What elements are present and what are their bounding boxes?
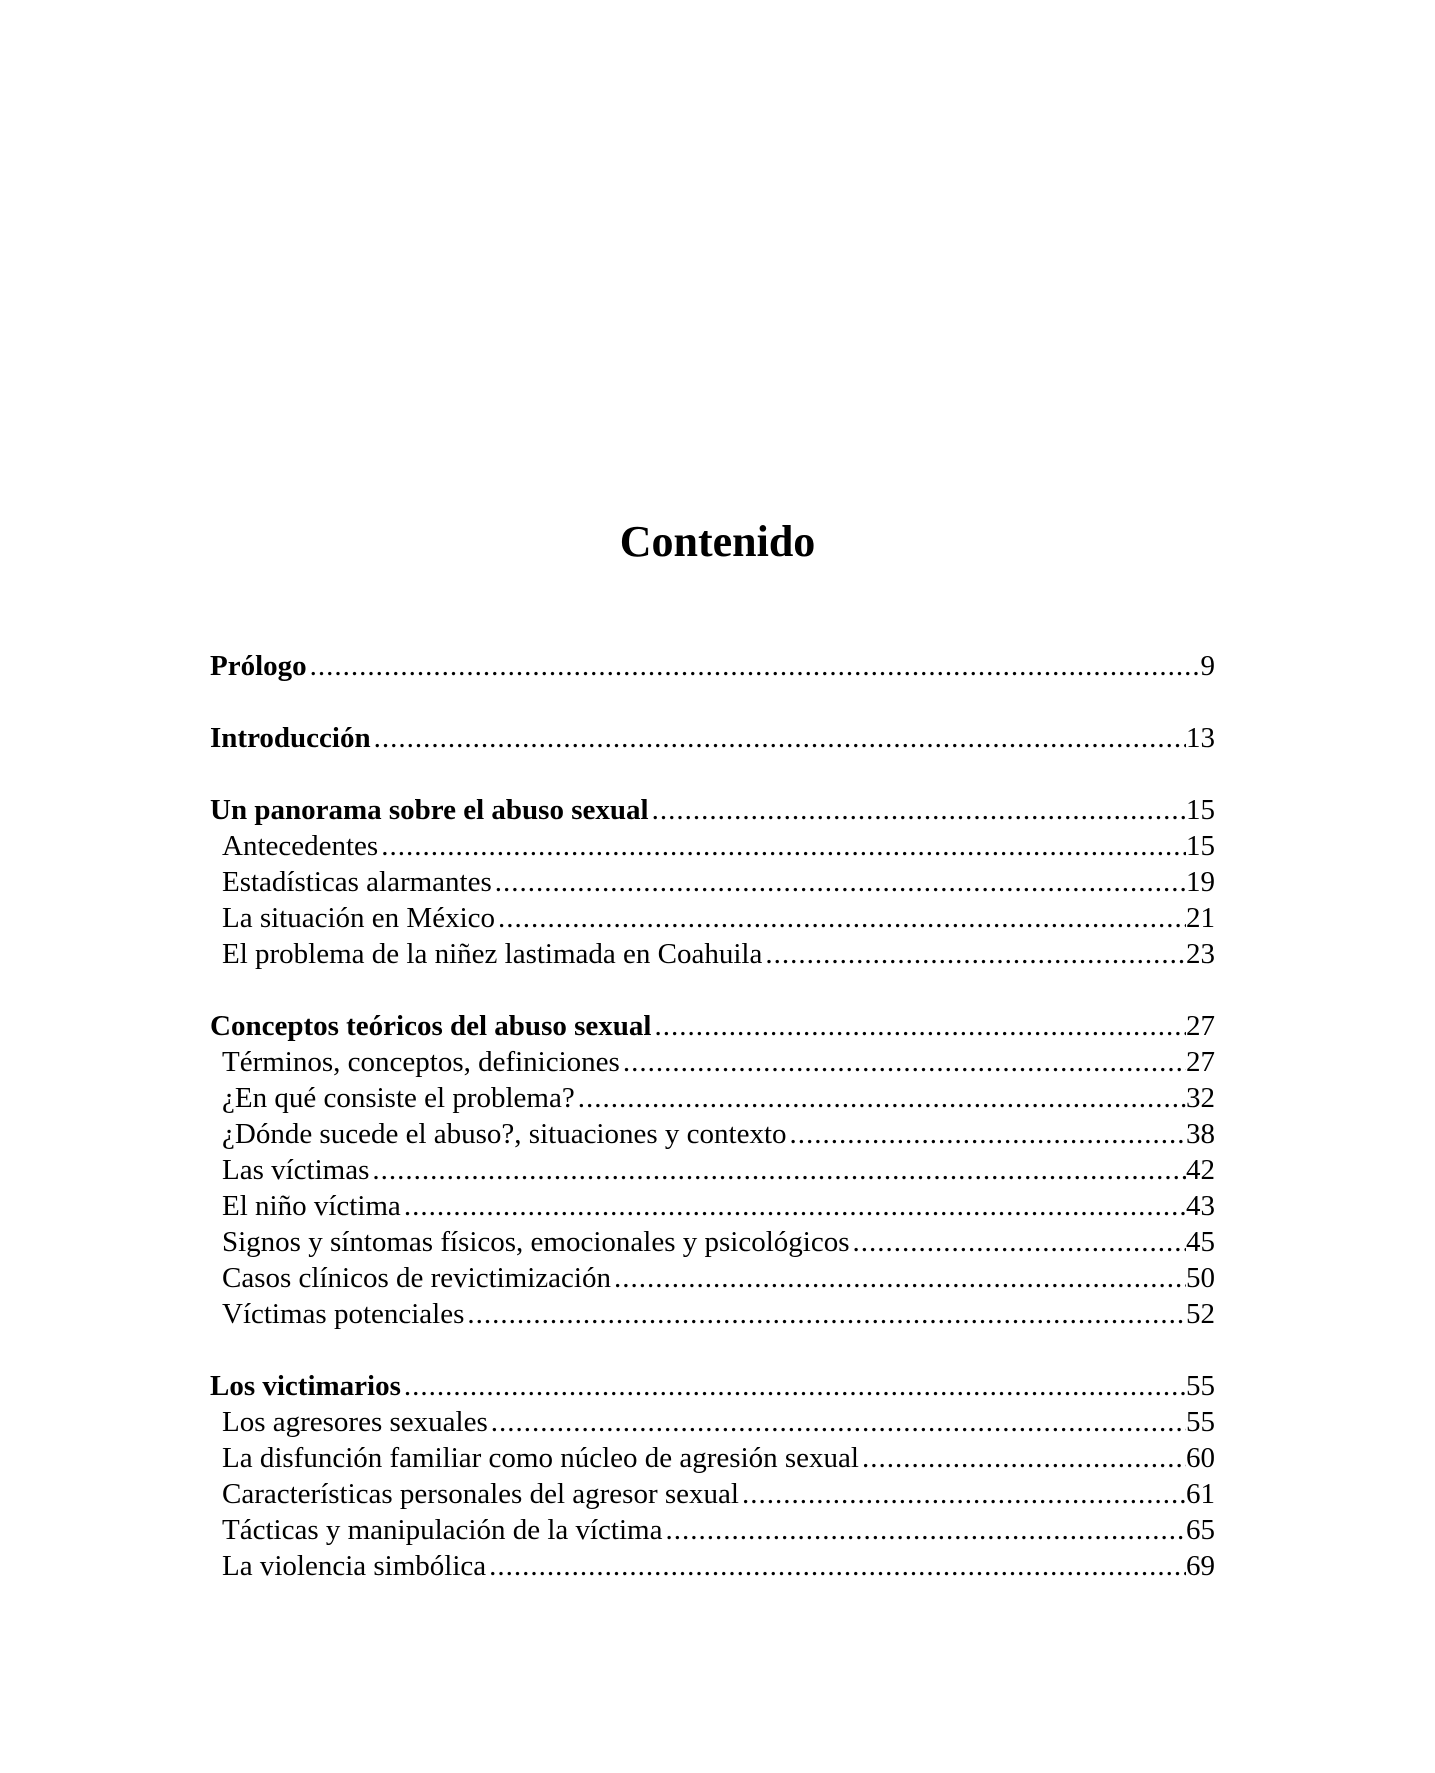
toc-page-number: 23 [1186, 938, 1215, 970]
toc-entry-label: La disfunción familiar como núcleo de agresión sexual [222, 1442, 859, 1474]
dot-leader [859, 1440, 1186, 1476]
toc-entry [210, 1404, 1215, 1440]
toc-entry [210, 828, 1215, 864]
toc-entry-label: Casos clínicos de revictimización [222, 1262, 611, 1294]
dot-leader [787, 1116, 1186, 1152]
toc-page-number: 50 [1186, 1262, 1215, 1294]
toc-entry [210, 1260, 1215, 1296]
toc-page-number: 55 [1186, 1406, 1215, 1438]
toc-entry [210, 1152, 1215, 1188]
dot-leader [611, 1260, 1186, 1296]
toc-entry [210, 864, 1215, 900]
toc-page-number: 21 [1186, 902, 1215, 934]
toc-heading-label: Los victimarios [210, 1370, 401, 1402]
toc-heading-entry [210, 720, 1215, 756]
toc-entry [210, 1440, 1215, 1476]
table-of-contents [210, 648, 1215, 1620]
toc-page-number: 13 [1186, 722, 1215, 754]
toc-page-number: 61 [1186, 1478, 1215, 1510]
toc-entry [210, 1548, 1215, 1584]
dot-leader [620, 1044, 1186, 1080]
toc-entry-label: La violencia simbólica [222, 1550, 487, 1582]
toc-entry [210, 900, 1215, 936]
dot-leader [371, 720, 1186, 756]
toc-page-number: 27 [1186, 1046, 1215, 1078]
toc-page-number: 15 [1186, 794, 1215, 826]
toc-page-number: 38 [1186, 1118, 1215, 1150]
toc-entry-label: La situación en México [222, 902, 495, 934]
toc-entry-label: Tácticas y manipulación de la víctima [222, 1514, 663, 1546]
dot-leader [739, 1476, 1186, 1512]
toc-entry-label: ¿En qué consiste el problema? [222, 1082, 575, 1114]
dot-leader [492, 864, 1186, 900]
dot-leader [369, 1152, 1186, 1188]
toc-entry [210, 1044, 1215, 1080]
dot-leader [464, 1296, 1186, 1332]
dot-leader [486, 1548, 1186, 1584]
toc-entry [210, 1188, 1215, 1224]
dot-leader [849, 1224, 1186, 1260]
dot-leader [401, 1368, 1186, 1404]
toc-entry-label: El problema de la niñez lastimada en Coahuila [222, 938, 763, 970]
page-title: Contenido [619, 517, 816, 566]
toc-entry-label: Antecedentes [222, 830, 379, 862]
toc-page-number: 15 [1186, 830, 1215, 862]
dot-leader [401, 1188, 1186, 1224]
dot-leader [649, 792, 1186, 828]
toc-section [210, 648, 1215, 684]
toc-entry-label: Estadísticas alarmantes [222, 866, 492, 898]
toc-heading-entry [210, 1008, 1215, 1044]
toc-entry [210, 936, 1215, 972]
toc-page-number: 19 [1186, 866, 1215, 898]
toc-page-number: 60 [1186, 1442, 1215, 1474]
dot-leader [495, 900, 1186, 936]
toc-heading-entry [210, 792, 1215, 828]
toc-entry-label: ¿Dónde sucede el abuso?, situaciones y contexto [222, 1118, 787, 1150]
toc-section [210, 1008, 1215, 1332]
toc-heading-entry [210, 1368, 1215, 1404]
toc-entry [210, 1512, 1215, 1548]
toc-page-number: 69 [1186, 1550, 1215, 1582]
toc-entry-label: Términos, conceptos, definiciones [222, 1046, 620, 1078]
toc-heading-entry [210, 648, 1215, 684]
toc-entry-label: Los agresores sexuales [222, 1406, 488, 1438]
toc-heading-label: Un panorama sobre el abuso sexual [210, 794, 649, 826]
dot-leader [378, 828, 1186, 864]
toc-entry [210, 1080, 1215, 1116]
toc-section [210, 792, 1215, 972]
toc-entry [210, 1224, 1215, 1260]
toc-heading-label: Introducción [210, 722, 371, 754]
toc-page-number: 65 [1186, 1514, 1215, 1546]
toc-page-number: 43 [1186, 1190, 1215, 1222]
dot-leader [651, 1008, 1186, 1044]
toc-entry [210, 1116, 1215, 1152]
toc-page-number: 27 [1186, 1010, 1215, 1042]
dot-leader [662, 1512, 1186, 1548]
toc-page-number: 52 [1186, 1298, 1215, 1330]
toc-entry [210, 1296, 1215, 1332]
toc-section [210, 1368, 1215, 1584]
toc-page-number: 32 [1186, 1082, 1215, 1114]
toc-heading-label: Conceptos teóricos del abuso sexual [210, 1010, 652, 1042]
dot-leader [307, 648, 1201, 684]
toc-section [210, 720, 1215, 756]
toc-page-number: 45 [1186, 1226, 1215, 1258]
toc-page-number: 9 [1200, 650, 1215, 682]
dot-leader [575, 1080, 1186, 1116]
dot-leader [488, 1404, 1186, 1440]
toc-entry-label: Características personales del agresor sexual [222, 1478, 739, 1510]
toc-heading-label: Prólogo [210, 650, 307, 682]
toc-entry-label: Las víctimas [222, 1154, 370, 1186]
toc-entry [210, 1476, 1215, 1512]
toc-page-number: 42 [1186, 1154, 1215, 1186]
toc-entry-label: El niño víctima [222, 1190, 401, 1222]
dot-leader [762, 936, 1186, 972]
toc-page-number: 55 [1186, 1370, 1215, 1402]
toc-entry-label: Signos y síntomas físicos, emocionales y psicológicos [222, 1226, 850, 1258]
toc-entry-label: Víctimas potenciales [222, 1298, 465, 1330]
